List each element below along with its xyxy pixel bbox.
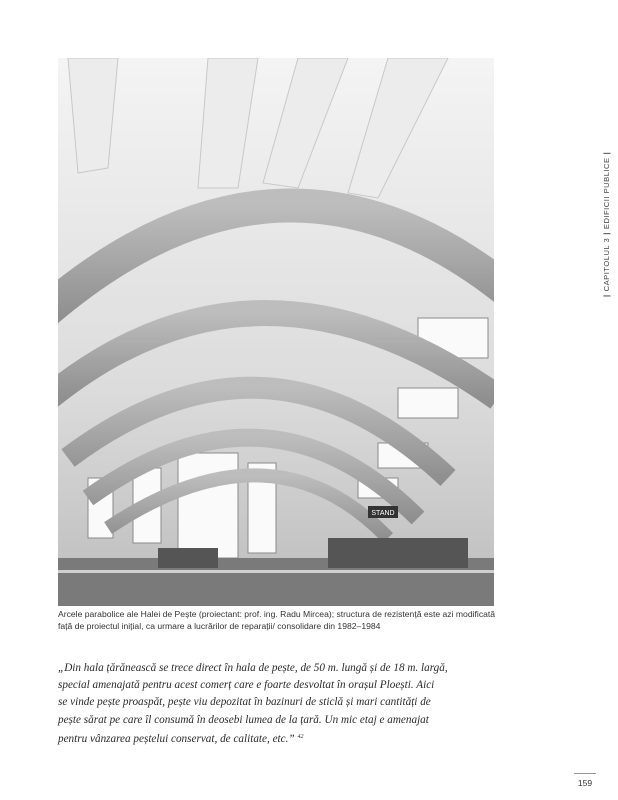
quote-line-4: pește sărat pe care îl consumă în deosebi lumea de la țară. Un mic etaj e amenajat xyxy=(58,713,429,726)
caption-line-2: față de proiectul inițial, ca urmare a lucrărilor de reparații/ consolidare din 1982–1984 xyxy=(58,620,381,631)
chapter-running-head xyxy=(600,150,614,300)
quote-line-1: „Din hala țărănească se trece direct în hala de pește, de 50 m. lungă și de 18 m. largă, xyxy=(58,662,448,674)
section-label: EDIFICII PUBLICE xyxy=(602,157,611,230)
stand-sign: STAND xyxy=(371,510,395,517)
historical-quote xyxy=(58,660,498,748)
caption-line-1: Arcele parabolice ale Halei de Pește (proiectant: prof. ing. Radu Mircea); structura de rezistență este azi modificată xyxy=(58,609,496,619)
page-number: 159 xyxy=(577,778,593,788)
hall-arches-photo xyxy=(58,58,494,606)
separator-right: | xyxy=(602,151,611,155)
quote-line-2: special amenajată pentru acest comerț care e foarte desvoltat în orașul Ploești. Aici xyxy=(58,679,435,692)
chapter-label: CAPITOLUL 3 xyxy=(602,237,611,292)
quote-line-5-text: pentru vânzarea peștelui conservat, de calitate, etc.” xyxy=(58,732,295,745)
photo-caption xyxy=(58,609,498,632)
photo-illustration xyxy=(58,58,494,606)
footnote-marker: 42 xyxy=(297,733,304,740)
separator-left: | xyxy=(602,294,611,297)
quote-line-3: se vinde pește proaspăt, pește viu depozitat în bazinuri de sticlă și mari cantități de xyxy=(58,696,431,709)
page-number-rule xyxy=(574,773,596,774)
quote-line-5 xyxy=(58,729,498,748)
separator-middle: | xyxy=(602,232,611,235)
